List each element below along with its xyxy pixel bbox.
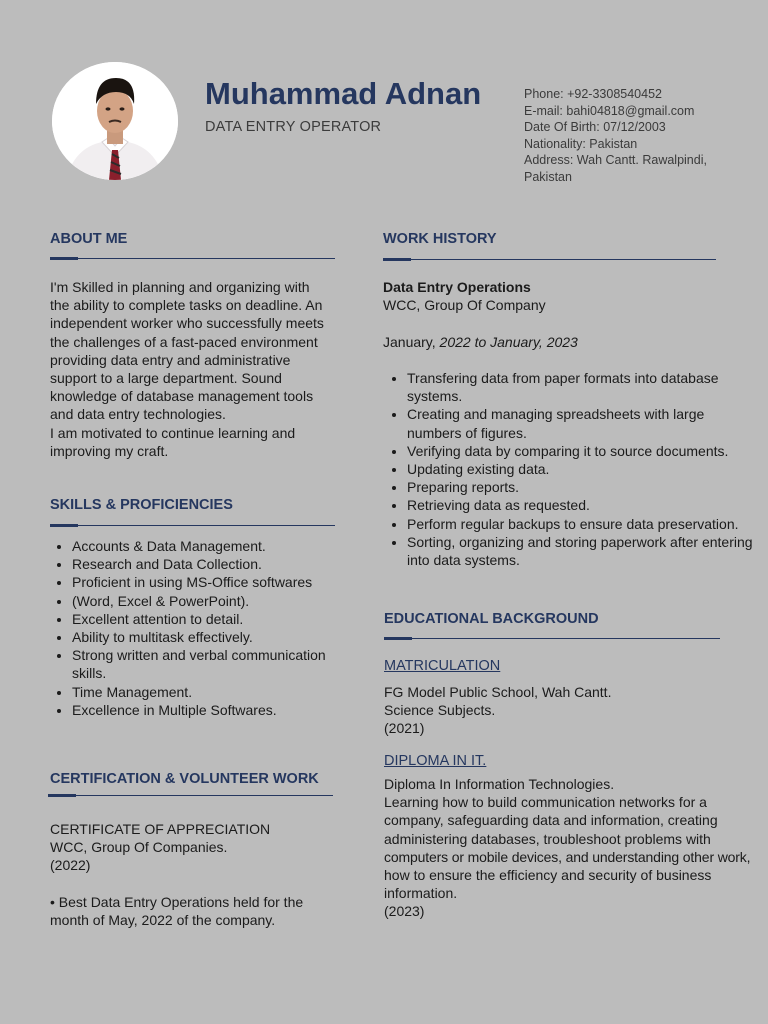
about-line: the ability to complete tasks on deadline. An [50,297,323,314]
contact-nationality: Nationality: Pakistan [524,136,638,151]
about-line: I'm Skilled in planning and organizing with [50,279,310,295]
skills-heading: SKILLS & PROFICIENCIES [50,497,233,513]
work-duties-list [385,369,755,569]
matriculation-subject: Science Subjects. [384,702,496,719]
work-company: WCC, Group Of Company [383,297,546,314]
about-line: the challenges of a fast-paced environment [50,333,318,350]
diploma-line: administering databases, troubleshoot problems with [384,830,711,847]
certification-heading: CERTIFICATION & VOLUNTEER WORK [50,771,319,787]
duty-item: • Sorting, organizing and storing paperwork after entering into data systems. [407,533,755,569]
about-line: I am motivated to continue learning and [50,424,296,441]
person-portrait-icon [52,62,178,180]
skill-item: • Strong written and verbal communication skills. [72,646,345,682]
skill-item: • (Word, Excel & PowerPoint). [72,592,345,610]
profile-photo [52,62,178,180]
diploma-line: computers or mobile devices, and understanding other work, [384,848,751,865]
contact-dob: Date Of Birth: 07/12/2003 [524,120,666,134]
contact-info [524,86,754,185]
about-line: support to a large department. Sound [50,370,282,387]
duty-item: • Preparing reports. [407,478,755,496]
skills-list [50,537,345,719]
certification-body [50,820,350,929]
work-divider [383,259,716,260]
certificate-org: WCC, Group Of Companies. [50,839,228,856]
diploma-line: information. [384,885,458,902]
education-divider [384,638,720,639]
duty-item: • Perform regular backups to ensure data preservation. [407,515,755,533]
contact-address: Address: Wah Cantt. Rawalpindi, Pakistan [524,153,707,184]
diploma-line: company, safeguarding data and information, creating [384,812,718,829]
diploma-name: Diploma In Information Technologies. [384,776,615,792]
diploma-line: Learning how to build communication networks for a [384,794,707,811]
duty-item: • Verifying data by comparing it to source documents. [407,442,755,460]
duty-item: • Updating existing data. [407,460,755,478]
certification-divider [48,795,333,796]
diploma-line: how to ensure the efficiency and security of business [384,867,712,884]
contact-phone: Phone: +92-3308540452 [524,87,662,101]
about-heading: ABOUT ME [50,231,128,247]
skill-item: • Ability to multitask effectively. [72,628,345,646]
certificate-note-line: month of May, 2022 of the company. [50,912,276,928]
work-entry [383,278,753,351]
skill-item: • Proficient in using MS-Office softwares [72,573,345,591]
about-line: improving my craft. [50,442,169,459]
about-line: knowledge of database management tools [50,388,314,405]
skill-item: • Excellent attention to detail. [72,610,345,628]
work-job-title: Data Entry Operations [383,279,531,295]
matriculation-details [384,683,754,738]
certificate-year: (2022) [50,857,91,874]
work-dates [383,333,753,351]
work-duties-wrapper [385,369,755,569]
skill-item: • Time Management. [72,683,345,701]
about-text [50,278,350,460]
work-date-range: 2022 to January, 2023 [439,333,578,350]
matriculation-school: FG Model Public School, Wah Cantt. [384,684,612,700]
certificate-name: CERTIFICATE OF APPRECIATION [50,821,271,837]
skill-item: • Excellence in Multiple Softwares. [72,701,345,719]
skill-item: • Accounts & Data Management. [72,537,345,555]
candidate-name: Muhammad Adnan [205,76,482,111]
matriculation-title: MATRICULATION [384,658,501,674]
about-line: and data entry technologies. [50,406,226,423]
skills-list-wrapper [50,537,345,719]
skill-item: • Research and Data Collection. [72,555,345,573]
diploma-year: (2023) [384,903,425,920]
duty-item: • Creating and managing spreadsheets with large numbers of figures. [407,405,755,441]
matriculation-year: (2021) [384,720,425,737]
certificate-note-line: • Best Data Entry Operations held for the [50,893,304,910]
duty-item: • Retrieving data as requested. [407,496,755,514]
work-date-start: January, [383,333,440,350]
skills-divider [50,525,335,526]
about-line: independent worker who successfully meets [50,315,324,332]
diploma-title: DIPLOMA IN IT. [384,753,487,769]
duty-item: • Transfering data from paper formats into database systems. [407,369,755,405]
contact-email: E-mail: bahi04818@gmail.com [524,103,695,118]
about-line: providing data entry and administrative [50,351,291,368]
job-role: DATA ENTRY OPERATOR [205,119,382,135]
education-heading: EDUCATIONAL BACKGROUND [384,611,599,627]
diploma-details [384,775,768,921]
work-heading: WORK HISTORY [383,231,497,247]
about-divider [50,258,335,259]
